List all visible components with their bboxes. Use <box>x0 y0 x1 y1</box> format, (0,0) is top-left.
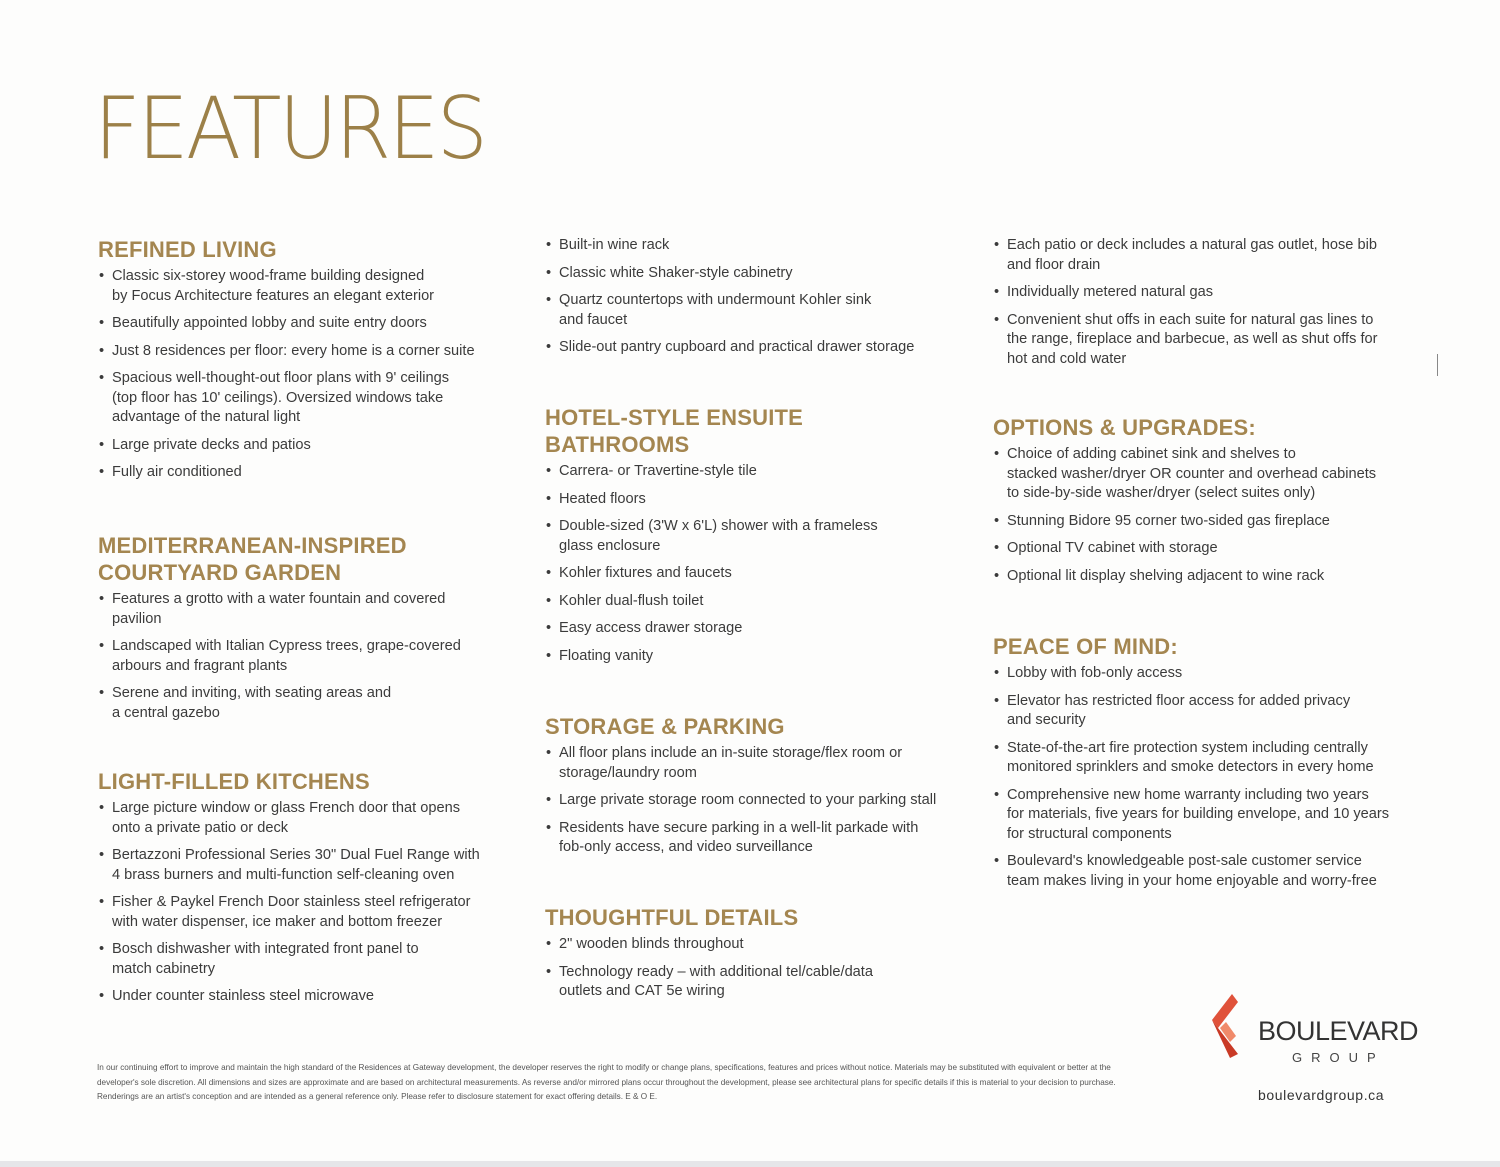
feature-item <box>545 963 965 1002</box>
feature-item <box>993 567 1413 587</box>
section-heading: THOUGHTFUL DETAILS <box>545 905 799 930</box>
bullet-icon: • <box>546 463 552 479</box>
feature-item <box>98 987 518 1007</box>
section-heading-line-1: HOTEL-STYLE ENSUITE <box>545 405 804 430</box>
feature-item-line: Fully air conditioned <box>112 464 242 480</box>
feature-item <box>98 342 518 362</box>
feature-item-line: Bertazzoni Professional Series 30" Dual Fuel Range with <box>112 847 480 863</box>
feature-item-line: Slide-out pantry cupboard and practical drawer storage <box>559 339 915 355</box>
feature-item-line: pavilion <box>112 610 162 627</box>
feature-item <box>993 283 1413 303</box>
feature-item-line: Lobby with fob-only access <box>1007 665 1183 681</box>
feature-item <box>98 799 518 838</box>
bullet-icon: • <box>99 685 105 701</box>
bullet-icon: • <box>994 446 1000 462</box>
bullet-icon: • <box>546 647 552 664</box>
feature-item-line: Large private storage room connected to your parking stall <box>559 792 937 808</box>
feature-item <box>545 338 965 358</box>
feature-item-line: the range, fireplace and barbecue, as well as shut offs for <box>1007 331 1378 347</box>
feature-item-line: Fisher & Paykel French Door stainless steel refrigerator <box>112 894 471 910</box>
feature-item-line: Classic white Shaker-style cabinetry <box>559 264 793 281</box>
feature-item <box>545 490 965 510</box>
section-heading-line-2: COURTYARD GARDEN <box>98 560 342 585</box>
feature-item-line: (top floor has 10' ceilings). Oversized windows take <box>112 389 444 406</box>
section-ensuite-bathrooms <box>545 404 965 674</box>
feature-item-line: Comprehensive new home warranty including two years <box>1007 786 1369 803</box>
feature-item-line: All floor plans include an in-suite storage/flex room or <box>559 745 903 761</box>
feature-item-line: advantage of the natural light <box>112 409 301 425</box>
bullet-icon: • <box>99 800 105 816</box>
bullet-icon: • <box>546 490 552 507</box>
feature-item <box>993 664 1413 684</box>
feature-item-line: Choice of adding cabinet sink and shelves to <box>1007 446 1296 462</box>
feature-item-line: team makes living in your home enjoyable and worry-free <box>1007 872 1377 889</box>
feature-item-line: monitored sprinklers and smoke detectors in every home <box>1007 759 1374 775</box>
bullet-icon: • <box>99 268 105 284</box>
website-link[interactable]: boulevardgroup.ca <box>1258 1087 1385 1103</box>
feature-list <box>545 236 965 358</box>
feature-item-line: with water dispenser, ice maker and bottom freezer <box>112 913 443 930</box>
bullet-icon: • <box>546 745 552 761</box>
bullet-icon: • <box>546 237 552 253</box>
feature-item-line: hot and cold water <box>1007 350 1127 367</box>
feature-item-line: Landscaped with Italian Cypress trees, grape-covered <box>112 638 461 654</box>
feature-item <box>545 935 965 955</box>
feature-item <box>993 311 1413 370</box>
feature-item-line: State-of-the-art fire protection system including centrally <box>1007 739 1368 756</box>
feature-item-line: outlets and CAT 5e wiring <box>559 983 725 999</box>
page-bottom-band <box>0 1161 1500 1167</box>
bullet-icon: • <box>546 292 552 308</box>
feature-item-line: Technology ready – with additional tel/cable/data <box>559 963 873 980</box>
section-light-filled-kitchens <box>98 768 518 1015</box>
feature-item <box>98 369 518 428</box>
section-heading-line-1: MEDITERRANEAN-INSPIRED <box>98 533 407 558</box>
feature-item <box>993 539 1413 559</box>
bullet-icon: • <box>99 342 105 359</box>
feature-item <box>545 819 965 858</box>
feature-item-line: Each patio or deck includes a natural gas outlet, hose bib <box>1007 237 1377 253</box>
feature-list <box>545 744 965 858</box>
feature-item-line: to side-by-side washer/dryer (select suites only) <box>1007 485 1316 501</box>
bullet-icon: • <box>546 592 552 609</box>
bullet-icon: • <box>99 436 105 453</box>
bullet-icon: • <box>994 692 1000 709</box>
feature-item-line: onto a private patio or deck <box>112 819 289 836</box>
feature-item-line: Serene and inviting, with seating areas and <box>112 685 392 701</box>
feature-item-line: Heated floors <box>559 490 646 507</box>
bullet-icon: • <box>994 567 1000 584</box>
feature-item <box>98 590 518 629</box>
feature-list <box>993 236 1413 369</box>
feature-item-line: Large private decks and patios <box>112 436 311 453</box>
section-patio-gas <box>993 236 1413 377</box>
bullet-icon: • <box>546 620 552 636</box>
feature-item-line: 4 brass burners and multi-function self-cleaning oven <box>112 866 455 883</box>
feature-item-line: Kohler dual-flush toilet <box>559 592 704 609</box>
bullet-icon: • <box>994 237 1000 253</box>
feature-item-line: Optional lit display shelving adjacent to wine rack <box>1007 567 1325 584</box>
bullet-icon: • <box>546 936 552 952</box>
feature-item-line: stacked washer/dryer OR counter and overhead cabinets <box>1007 465 1377 482</box>
section-heading: REFINED LIVING <box>98 237 277 262</box>
section-heading-line-2: BATHROOMS <box>545 432 690 457</box>
feature-item <box>993 512 1413 532</box>
feature-item <box>545 592 965 612</box>
section-options-upgrades <box>993 414 1413 594</box>
bullet-icon: • <box>994 540 1000 556</box>
bullet-icon: • <box>546 792 552 808</box>
feature-item <box>993 786 1413 845</box>
bullet-icon: • <box>994 284 1000 300</box>
bullet-icon: • <box>99 464 105 480</box>
section-heading: PEACE OF MIND: <box>993 634 1178 659</box>
bullet-icon: • <box>994 786 1000 803</box>
feature-item <box>993 692 1413 731</box>
bullet-icon: • <box>99 638 105 654</box>
feature-item <box>98 846 518 885</box>
feature-item <box>993 852 1413 891</box>
feature-list <box>545 935 965 1002</box>
feature-item <box>98 893 518 932</box>
feature-item-line: Carrera- or Travertine-style tile <box>559 463 757 479</box>
feature-item-line: Kohler fixtures and faucets <box>559 565 732 581</box>
feature-list <box>98 590 518 723</box>
feature-list <box>545 462 965 666</box>
feature-item-line: Beautifully appointed lobby and suite entry doors <box>112 315 427 331</box>
bullet-icon: • <box>546 963 552 980</box>
feature-item <box>98 940 518 979</box>
feature-item-line: for materials, five years for building envelope, and 10 years <box>1007 806 1390 822</box>
feature-item <box>545 517 965 556</box>
scan-edge-mark <box>1437 354 1438 376</box>
feature-item <box>545 462 965 482</box>
bullet-icon: • <box>994 311 1000 328</box>
bullet-icon: • <box>99 370 105 386</box>
bullet-icon: • <box>994 512 1000 529</box>
feature-list <box>98 799 518 1007</box>
feature-item-line: and floor drain <box>1007 256 1101 273</box>
bullet-icon: • <box>546 565 552 581</box>
feature-item-line: and security <box>1007 712 1086 728</box>
feature-item-line: Quartz countertops with undermount Kohler sink <box>559 292 872 308</box>
boulevard-logo <box>1206 994 1419 1069</box>
feature-item-line: by Focus Architecture features an elegant exterior <box>112 287 435 304</box>
section-storage-parking <box>545 713 965 866</box>
logo-subtitle: GROUP <box>1292 1050 1385 1065</box>
feature-item <box>545 264 965 284</box>
feature-item-line: Boulevard's knowledgeable post-sale customer service <box>1007 853 1362 869</box>
feature-item-line: fob-only access, and video surveillance <box>559 839 813 855</box>
feature-item <box>545 647 965 667</box>
feature-item <box>98 684 518 723</box>
section-kitchen-continued <box>545 236 965 366</box>
feature-item-line: Floating vanity <box>559 647 654 664</box>
section-heading: OPTIONS & UPGRADES: <box>993 415 1256 440</box>
feature-item-line: Built-in wine rack <box>559 237 670 253</box>
feature-item-line: match cabinetry <box>112 960 216 977</box>
section-heading: LIGHT-FILLED KITCHENS <box>98 769 370 794</box>
feature-item-line: Under counter stainless steel microwave <box>112 988 374 1004</box>
feature-item-line: Spacious well-thought-out floor plans with 9' ceilings <box>112 370 450 386</box>
feature-item-line: Optional TV cabinet with storage <box>1007 540 1218 556</box>
feature-item-line: Easy access drawer storage <box>559 620 743 636</box>
feature-item-line: glass enclosure <box>559 537 661 554</box>
feature-item-line: Just 8 residences per floor: every home is a corner suite <box>112 342 475 359</box>
feature-item-line: for structural components <box>1007 825 1172 842</box>
legal-disclaimer: In our continuing effort to improve and maintain the high standard of the Residences at Gateway development, the developer reserves the right to modify or change plans, specifications, features and prices without notice. Materials may be substituted with equivalent or better at the developer's sole discretion. All dimensions and sizes are approximate and are based on architectural measurements. As reverse and/or mirrored plans occur throughout the development, please see architectural plans for specific details if this is material to your decision to purchase. Renderings are an artist's conception and are intended as a general reference only. Please refer to disclosure statement for exact offering details. E & O E. <box>97 1063 1116 1101</box>
feature-item <box>545 236 965 256</box>
section-thoughtful-details <box>545 904 965 1010</box>
feature-item <box>98 637 518 676</box>
bullet-icon: • <box>99 894 105 910</box>
section-peace-of-mind <box>993 633 1413 899</box>
bullet-icon: • <box>99 847 105 863</box>
bullet-icon: • <box>546 819 552 836</box>
feature-item <box>545 619 965 639</box>
feature-item <box>993 739 1413 778</box>
feature-item-line: Double-sized (3'W x 6'L) shower with a frameless <box>559 518 878 534</box>
feature-item-line: Large picture window or glass French door that opens <box>112 800 461 816</box>
feature-item <box>98 267 518 306</box>
feature-item-line: arbours and fragrant plants <box>112 657 288 674</box>
feature-item <box>993 445 1413 504</box>
feature-item-line: Individually metered natural gas <box>1007 284 1214 300</box>
feature-item <box>545 564 965 584</box>
feature-item-line: Residents have secure parking in a well-lit parkade with <box>559 819 919 836</box>
section-refined-living <box>98 236 518 491</box>
feature-item-line: Elevator has restricted floor access for added privacy <box>1007 692 1351 709</box>
feature-item <box>98 436 518 456</box>
bullet-icon: • <box>546 518 552 534</box>
feature-item <box>545 291 965 330</box>
bullet-icon: • <box>546 264 552 281</box>
feature-list <box>993 445 1413 586</box>
bullet-icon: • <box>994 739 1000 756</box>
logo-wordmark: BOULEVARD <box>1258 1016 1419 1046</box>
feature-item-line: and faucet <box>559 311 628 328</box>
boulevard-chevron-icon <box>1206 994 1242 1058</box>
feature-list <box>993 664 1413 891</box>
feature-item-line: Classic six-storey wood-frame building designed <box>112 268 425 284</box>
feature-item <box>993 236 1413 275</box>
feature-item-line: Bosch dishwasher with integrated front panel to <box>112 941 419 957</box>
section-heading: STORAGE & PARKING <box>545 714 785 739</box>
feature-item <box>98 463 518 483</box>
bullet-icon: • <box>99 591 105 607</box>
feature-item-line: Stunning Bidore 95 corner two-sided gas fireplace <box>1007 512 1330 529</box>
feature-item-line: 2" wooden blinds throughout <box>559 936 744 952</box>
bullet-icon: • <box>994 853 1000 869</box>
bullet-icon: • <box>99 941 105 957</box>
bullet-icon: • <box>99 315 105 331</box>
feature-item-line: storage/laundry room <box>559 764 697 781</box>
feature-item-line: Convenient shut offs in each suite for natural gas lines to <box>1007 311 1374 328</box>
feature-item <box>98 314 518 334</box>
bullet-icon: • <box>994 665 1000 681</box>
feature-list <box>98 267 518 483</box>
page-title: FEATURES <box>94 79 486 179</box>
feature-item-line: Features a grotto with a water fountain and covered <box>112 591 446 607</box>
feature-item <box>545 791 965 811</box>
section-courtyard-garden <box>98 532 518 731</box>
feature-item <box>545 744 965 783</box>
bullet-icon: • <box>546 339 552 355</box>
feature-item-line: a central gazebo <box>112 704 220 721</box>
bullet-icon: • <box>99 988 105 1004</box>
